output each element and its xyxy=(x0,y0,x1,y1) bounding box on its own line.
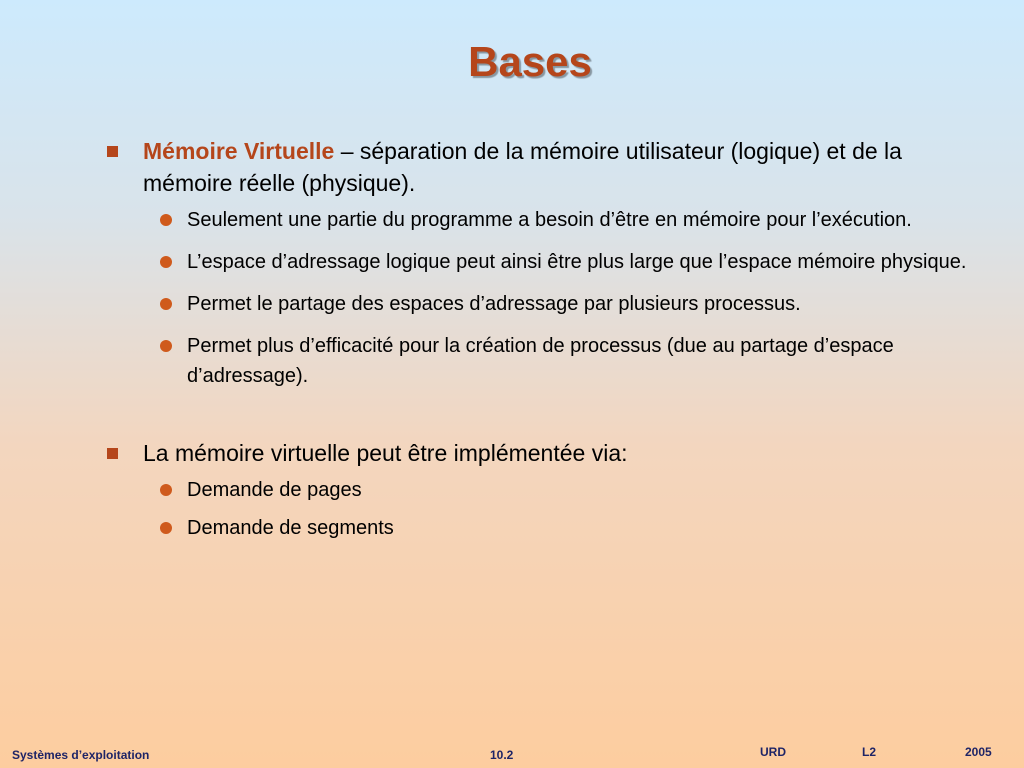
square-bullet-icon xyxy=(107,448,118,459)
round-bullet-icon xyxy=(160,522,172,534)
slide-content xyxy=(105,135,975,555)
slide-title: Bases xyxy=(468,38,592,85)
sub-bullet-text: Permet plus d’efficacité pour la création de processus (due au partage d’espace d’adressage). xyxy=(187,335,894,387)
footer-year: 2005 xyxy=(965,745,992,759)
round-bullet-icon xyxy=(160,340,172,352)
round-bullet-icon xyxy=(160,256,172,268)
bullet-implementation xyxy=(105,437,975,469)
round-bullet-icon xyxy=(160,484,172,496)
sub-bullet-item xyxy=(160,247,975,277)
sub-bullet-item xyxy=(160,331,975,391)
sub-bullet-text: Demande de segments xyxy=(187,517,394,539)
round-bullet-icon xyxy=(160,298,172,310)
sub-bullet-text: Demande de pages xyxy=(187,479,362,501)
sub-bullet-list xyxy=(160,475,975,543)
sub-bullet-item xyxy=(160,513,975,543)
footer-level: L2 xyxy=(862,745,877,759)
footer-org: URD xyxy=(760,745,786,759)
sub-bullet-text: Seulement une partie du programme a besoin d’être en mémoire pour l’exécution. xyxy=(187,209,912,231)
bullet-virtual-memory xyxy=(105,135,975,199)
sub-bullet-text: Permet le partage des espaces d’adressage par plusieurs processus. xyxy=(187,293,801,315)
sub-bullet-item xyxy=(160,205,975,235)
bullet-highlight: Mémoire Virtuelle xyxy=(143,138,335,164)
round-bullet-icon xyxy=(160,214,172,226)
sub-bullet-item xyxy=(160,289,975,319)
bullet-text: La mémoire virtuelle peut être implémentée via: xyxy=(143,440,628,466)
footer-course: Systèmes d’exploitation xyxy=(12,748,150,762)
square-bullet-icon xyxy=(107,146,118,157)
footer-page-number: 10.2 xyxy=(490,748,514,762)
sub-bullet-text: L’espace d’adressage logique peut ainsi être plus large que l’espace mémoire physique. xyxy=(187,251,967,273)
sub-bullet-item xyxy=(160,475,975,505)
sub-bullet-list xyxy=(160,205,975,391)
bullet-text: – séparation de la mémoire utilisateur (logique) et de la mémoire réelle (physique). xyxy=(143,138,902,196)
